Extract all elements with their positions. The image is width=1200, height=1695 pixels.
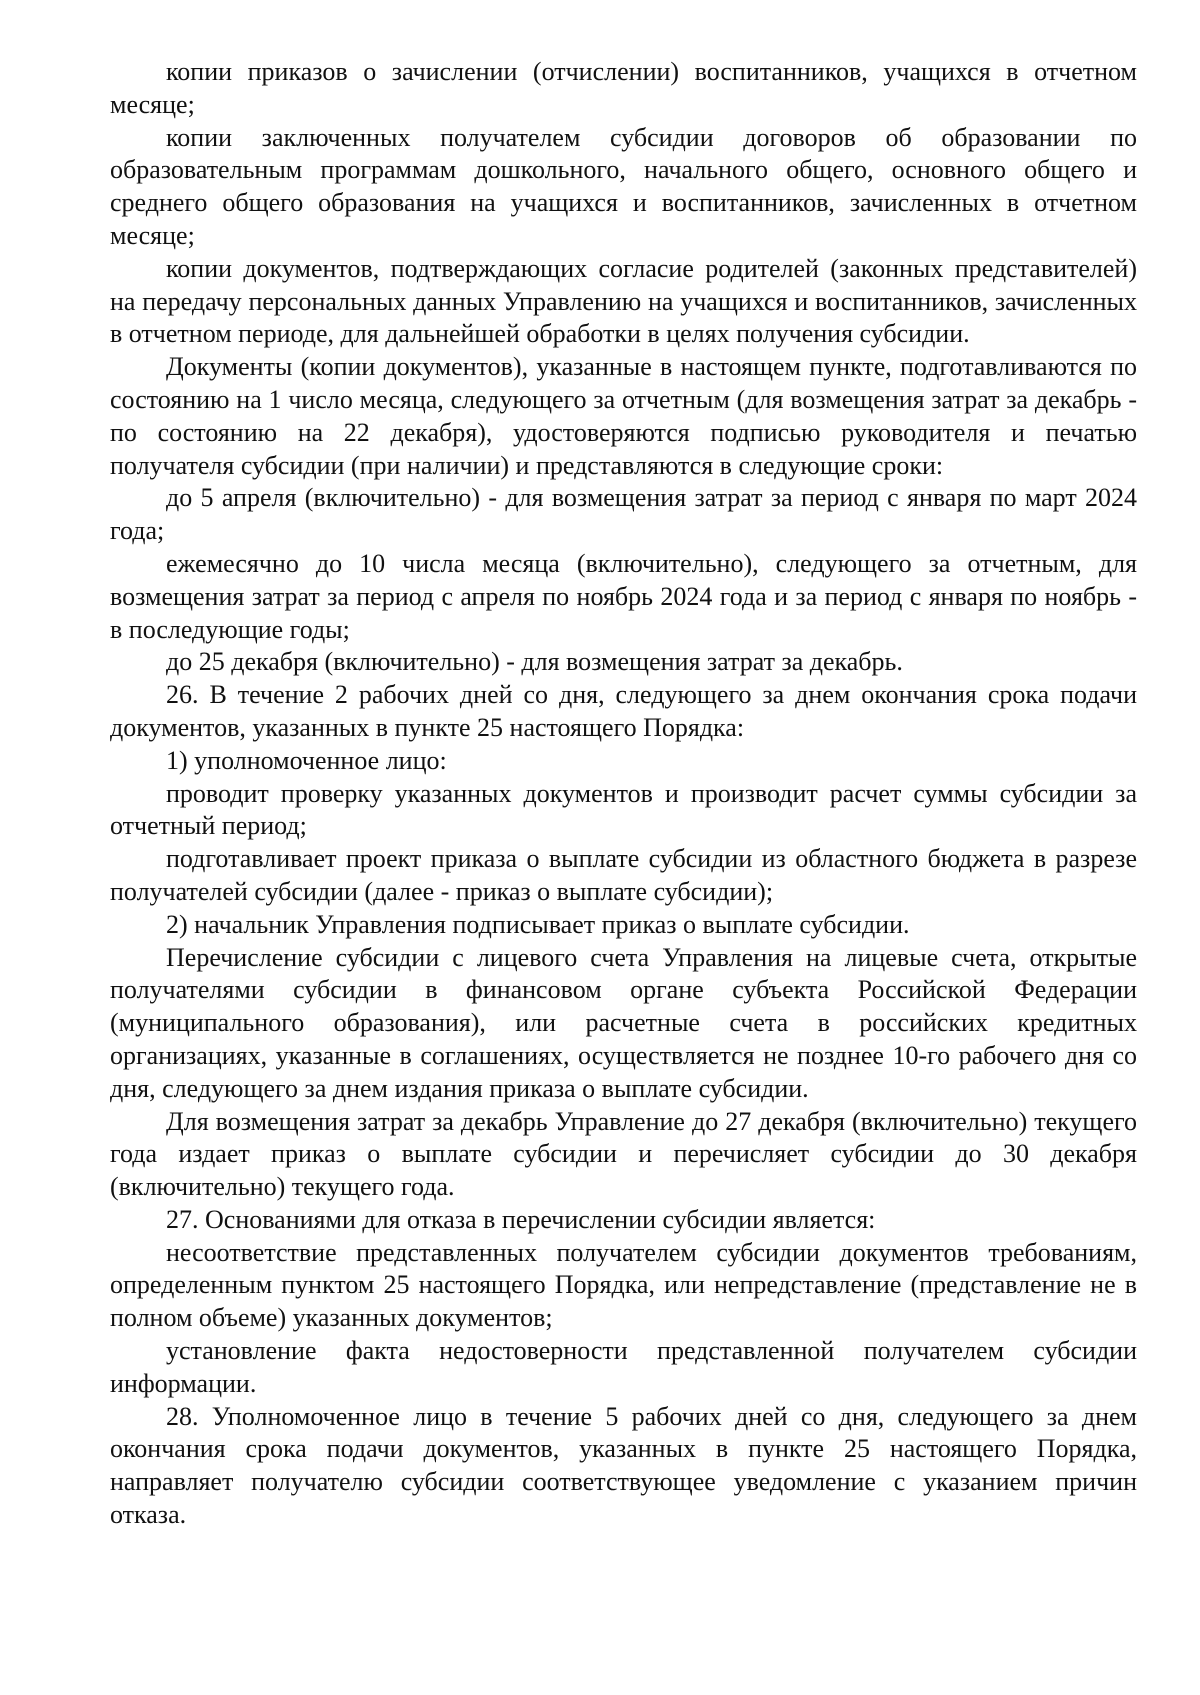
paragraph: копии документов, подтверждающих согласие родителей (законных представителей) на передачу персональных данных Управлению на учащихся и воспитанников, зачисленных в отчетном периоде, для дальнейшей обработки в целях получения субсидии. xyxy=(110,253,1137,349)
paragraph: Перечисление субсидии с лицевого счета Управления на лицевые счета, открытые получателями субсидии в финансовом органе субъекта Российской Федерации (муниципального образования), или расчетные счета в российских кредитных организациях, указанные в соглашениях, осуществляется не позднее 10-го рабочего дня со дня, следующего за днем издания приказа о выплате субсидии. xyxy=(110,942,1137,1103)
paragraph: подготавливает проект приказа о выплате субсидии из областного бюджета в разрезе получателей субсидии (далее - приказ о выплате субсидии); xyxy=(110,844,1137,906)
document-body xyxy=(110,56,1137,1532)
paragraph: 2) начальник Управления подписывает приказ о выплате субсидии. xyxy=(166,909,910,939)
paragraph: проводит проверку указанных документов и производит расчет суммы субсидии за отчетный период; xyxy=(110,778,1137,841)
paragraph: Для возмещения затрат за декабрь Управление до 27 декабря (включительно) текущего года издает приказ о выплате субсидии и перечисляет субсидии до 30 декабря (включительно) текущего года. xyxy=(110,1106,1137,1202)
paragraph: 28. Уполномоченное лицо в течение 5 рабочих дней со дня, следующего за днем окончания срока подачи документов, указанных в пункте 25 настоящего Порядка, направляет получателю субсидии соответствующее уведомление с указанием причин отказа. xyxy=(110,1401,1137,1530)
paragraph: до 5 апреля (включительно) - для возмещения затрат за период с января по март 2024 года; xyxy=(110,483,1137,546)
paragraph: до 25 декабря (включительно) - для возмещения затрат за декабрь. xyxy=(166,647,903,677)
paragraph: копии приказов о зачислении (отчислении) воспитанников, учащихся в отчетном месяце; xyxy=(110,57,1137,119)
paragraph: 1) уполномоченное лицо: xyxy=(166,745,447,775)
paragraph: ежемесячно до 10 числа месяца (включительно), следующего за отчетным, для возмещения затрат за период с апреля по ноябрь 2024 года и за период с января по ноябрь - в последующие годы; xyxy=(110,548,1137,644)
paragraph: 26. В течение 2 рабочих дней со дня, следующего за днем окончания срока подачи документов, указанных в пункте 25 настоящего Порядка: xyxy=(110,680,1137,742)
paragraph: несоответствие представленных получателем субсидии документов требованиям, определенным пунктом 25 настоящего Порядка, или непредставление (представление не в полном объеме) указанных документов; xyxy=(110,1237,1137,1333)
paragraph: 27. Основаниями для отказа в перечислении субсидии является: xyxy=(166,1204,876,1234)
paragraph: Документы (копии документов), указанные в настоящем пункте, подготавливаются по состоянию на 1 число месяца, следующего за отчетным (для возмещения затрат за декабрь - по состоянию на 22 декабря), удостоверяются подписью руководителя и печатью получателя субсидии (при наличии) и представляются в следующие сроки: xyxy=(110,352,1137,480)
paragraph: установление факта недостоверности представленной получателем субсидии информации. xyxy=(110,1336,1137,1398)
paragraph: копии заключенных получателем субсидии договоров об образовании по образовательным программам дошкольного, начального общего, основного общего и среднего общего образования на учащихся и воспитанников, зачисленных в отчетном месяце; xyxy=(110,122,1137,250)
